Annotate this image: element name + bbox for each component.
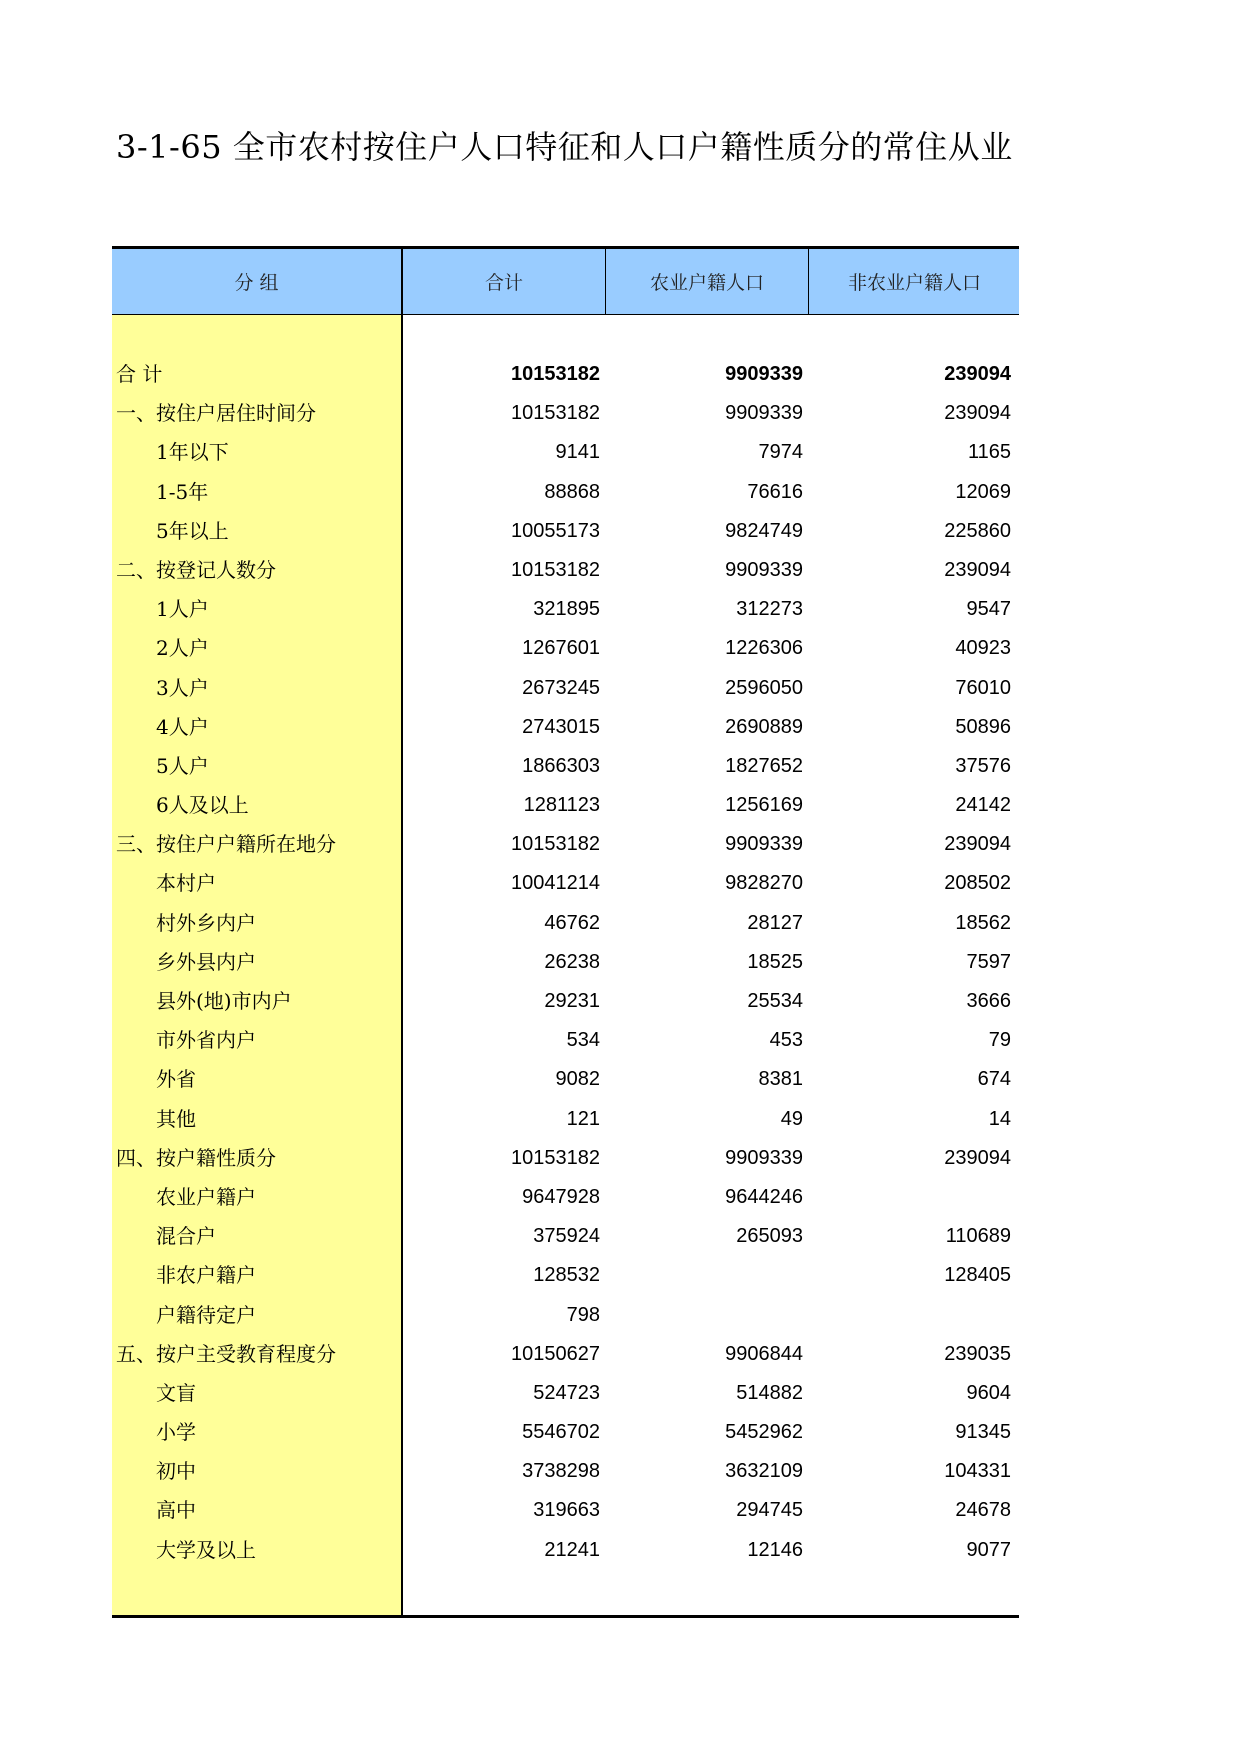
- cell-agri: 9909339: [725, 1146, 803, 1169]
- row-label: 1年以下: [156, 440, 229, 465]
- table-row: [112, 1296, 1019, 1335]
- table-row: [112, 1021, 1019, 1060]
- cell-nonagri: 239035: [944, 1342, 1011, 1365]
- cell-agri: 28127: [747, 911, 803, 934]
- cell-agri: 1226306: [725, 637, 803, 660]
- cell-agri: 9909339: [725, 558, 803, 581]
- row-label: 3人户: [156, 675, 209, 700]
- table-row: [112, 355, 1019, 394]
- table-row: [112, 394, 1019, 433]
- table-row: [112, 1531, 1019, 1570]
- row-label: 文盲: [156, 1380, 196, 1405]
- table-bottom-border: [112, 1615, 1019, 1618]
- row-label: 1人户: [156, 597, 209, 622]
- row-label: 二、按登记人数分: [116, 557, 276, 582]
- row-label: 三、按住户户籍所在地分: [116, 832, 336, 857]
- row-label: 外省: [156, 1067, 196, 1092]
- cell-total: 524723: [533, 1381, 600, 1404]
- cell-nonagri: 7597: [966, 950, 1011, 973]
- table-row: [112, 433, 1019, 472]
- table-row: [112, 864, 1019, 903]
- cell-nonagri: 79: [988, 1029, 1011, 1052]
- cell-nonagri: 128405: [944, 1264, 1011, 1287]
- cell-nonagri: 208502: [944, 872, 1011, 895]
- cell-nonagri: 50896: [955, 715, 1011, 738]
- table-row: [112, 747, 1019, 786]
- cell-nonagri: 225860: [944, 519, 1011, 542]
- header-group: 分 组: [234, 272, 279, 294]
- row-label: 初中: [156, 1459, 196, 1484]
- row-label: 四、按户籍性质分: [116, 1145, 276, 1170]
- cell-total: 46762: [544, 911, 600, 934]
- cell-total: 88868: [544, 480, 600, 503]
- cell-total: 10153182: [511, 1146, 600, 1169]
- table-row: [112, 982, 1019, 1021]
- table-body: [112, 355, 1019, 1570]
- cell-total: 10153182: [511, 363, 600, 385]
- cell-agri: 8381: [758, 1068, 803, 1091]
- cell-agri: 7974: [758, 441, 803, 464]
- cell-nonagri: 110689: [945, 1225, 1011, 1248]
- table-row: [112, 1452, 1019, 1491]
- cell-agri: 25534: [747, 990, 803, 1012]
- cell-nonagri: 40923: [955, 637, 1011, 660]
- table-row: [112, 1335, 1019, 1374]
- cell-total: 10041214: [511, 872, 600, 895]
- cell-nonagri: 37576: [955, 754, 1011, 777]
- cell-total: 10150627: [511, 1342, 600, 1365]
- cell-nonagri: 76010: [955, 676, 1011, 699]
- cell-total: 534: [566, 1029, 600, 1052]
- table-row: [112, 1256, 1019, 1295]
- row-label: 混合户: [156, 1224, 216, 1249]
- table-row: [112, 473, 1019, 512]
- cell-nonagri: 24678: [955, 1499, 1011, 1522]
- cell-nonagri: 239094: [944, 558, 1011, 581]
- row-label: 2人户: [156, 636, 209, 661]
- table-row: [112, 590, 1019, 629]
- cell-nonagri: 239094: [944, 833, 1011, 856]
- cell-total: 9141: [555, 441, 600, 464]
- table-row: [112, 904, 1019, 943]
- cell-agri: 312273: [736, 598, 803, 621]
- cell-agri: 2690889: [725, 715, 803, 738]
- table-row: [112, 1060, 1019, 1099]
- row-label: 6人及以上: [156, 793, 249, 818]
- table-row: [112, 1178, 1019, 1217]
- cell-total: 10153182: [511, 833, 600, 856]
- row-label: 高中: [156, 1498, 196, 1523]
- cell-nonagri: 9547: [966, 598, 1011, 621]
- table-row: [112, 786, 1019, 825]
- cell-nonagri: 239094: [944, 363, 1011, 385]
- cell-agri: 9909339: [725, 833, 803, 856]
- row-label: 本村户: [156, 871, 216, 896]
- cell-agri: 9909339: [725, 402, 803, 425]
- table-row: [112, 1139, 1019, 1178]
- row-label: 乡外县内户: [156, 949, 256, 974]
- cell-agri: 453: [769, 1029, 803, 1052]
- cell-agri: 3632109: [725, 1460, 803, 1483]
- table-row: [112, 825, 1019, 864]
- cell-agri: [605, 1296, 803, 1335]
- row-label: 1-5年: [156, 479, 209, 504]
- cell-agri: [605, 1256, 803, 1295]
- cell-agri: 76616: [747, 480, 803, 503]
- table-row: [112, 1100, 1019, 1139]
- cell-nonagri: [808, 1296, 1011, 1335]
- cell-agri: 1827652: [725, 754, 803, 777]
- row-label: 五、按户主受教育程度分: [116, 1341, 336, 1366]
- row-label: 一、按住户居住时间分: [116, 401, 316, 426]
- cell-total: 29231: [544, 990, 600, 1012]
- cell-total: 10153182: [511, 402, 600, 425]
- cell-total: 128532: [533, 1264, 600, 1287]
- cell-total: 1281123: [523, 794, 600, 817]
- cell-nonagri: 1165: [967, 441, 1011, 464]
- row-label: 其他: [156, 1106, 196, 1131]
- cell-total: 321895: [533, 598, 600, 621]
- cell-nonagri: 18562: [955, 911, 1011, 934]
- row-label: 户籍待定户: [156, 1302, 256, 1327]
- row-label: 农业户籍户: [156, 1184, 256, 1209]
- cell-agri: 9828270: [725, 872, 803, 895]
- row-label: 非农户籍户: [156, 1263, 256, 1288]
- cell-total: 798: [566, 1303, 600, 1326]
- table-row: [112, 1491, 1019, 1530]
- row-label: 4人户: [156, 714, 209, 739]
- cell-agri: 12146: [747, 1538, 803, 1561]
- cell-total: 319663: [533, 1499, 600, 1522]
- cell-total: 121: [566, 1107, 600, 1130]
- row-label: 市外省内户: [156, 1028, 256, 1053]
- header-agri: 农业户籍人口: [605, 249, 808, 314]
- table-row: [112, 1217, 1019, 1256]
- cell-total: 1866303: [522, 754, 600, 777]
- cell-nonagri: 12069: [955, 480, 1011, 503]
- table-row: [112, 1374, 1019, 1413]
- page-title: 3-1-65 全市农村按住户人口特征和人口户籍性质分的常住从业: [116, 128, 1013, 166]
- row-label: 村外乡内户: [156, 910, 256, 935]
- table-row: [112, 943, 1019, 982]
- cell-agri: 9824749: [725, 519, 803, 542]
- cell-agri: 514882: [736, 1381, 803, 1404]
- cell-total: 3738298: [522, 1460, 600, 1483]
- header-nonagri: 非农业户籍人口: [808, 249, 1020, 314]
- cell-total: 10055173: [511, 519, 600, 542]
- cell-total: 26238: [544, 950, 600, 973]
- cell-nonagri: 674: [977, 1068, 1011, 1091]
- cell-total: 10153182: [511, 558, 600, 581]
- statistics-table: [112, 246, 1019, 1618]
- table-row: [112, 512, 1019, 551]
- cell-agri: 9906844: [725, 1342, 803, 1365]
- cell-total: 5546702: [522, 1421, 600, 1444]
- cell-nonagri: 14: [988, 1107, 1011, 1130]
- table-row: [112, 708, 1019, 747]
- cell-agri: 2596050: [725, 676, 803, 699]
- cell-agri: 294745: [736, 1499, 803, 1522]
- cell-agri: 9909339: [725, 363, 803, 385]
- cell-nonagri: 239094: [944, 1146, 1011, 1169]
- cell-agri: 265093: [736, 1225, 803, 1248]
- cell-nonagri: 91345: [955, 1421, 1011, 1444]
- cell-agri: 9644246: [725, 1185, 803, 1208]
- cell-total: 2673245: [522, 676, 600, 699]
- cell-total: 375924: [533, 1225, 600, 1248]
- table-row: [112, 629, 1019, 668]
- cell-agri: 49: [780, 1107, 803, 1130]
- table-header: [112, 249, 1019, 315]
- cell-total: 9082: [555, 1068, 600, 1091]
- cell-nonagri: 24142: [955, 794, 1011, 817]
- cell-nonagri: 9077: [966, 1538, 1011, 1561]
- cell-nonagri: 9604: [966, 1381, 1011, 1404]
- table-row: [112, 551, 1019, 590]
- row-label: 大学及以上: [156, 1537, 256, 1562]
- row-label: 县外(地)市内户: [156, 989, 292, 1013]
- cell-total: 9647928: [522, 1185, 600, 1208]
- cell-nonagri: 239094: [944, 402, 1011, 425]
- header-total: 合计: [402, 249, 605, 314]
- cell-nonagri: [808, 1178, 1011, 1217]
- row-label: 5人户: [156, 753, 209, 778]
- cell-agri: 18525: [747, 950, 803, 973]
- cell-nonagri: 3666: [966, 990, 1011, 1012]
- cell-agri: 1256169: [725, 794, 803, 817]
- table-row: [112, 1413, 1019, 1452]
- row-label: 合 计: [116, 362, 163, 386]
- cell-total: 21241: [544, 1538, 600, 1561]
- cell-total: 1267601: [522, 637, 600, 660]
- cell-agri: 5452962: [725, 1421, 803, 1444]
- table-row: [112, 669, 1019, 708]
- row-label: 5年以上: [156, 518, 229, 543]
- row-label: 小学: [156, 1420, 196, 1445]
- cell-nonagri: 104331: [944, 1460, 1011, 1483]
- cell-total: 2743015: [522, 715, 600, 738]
